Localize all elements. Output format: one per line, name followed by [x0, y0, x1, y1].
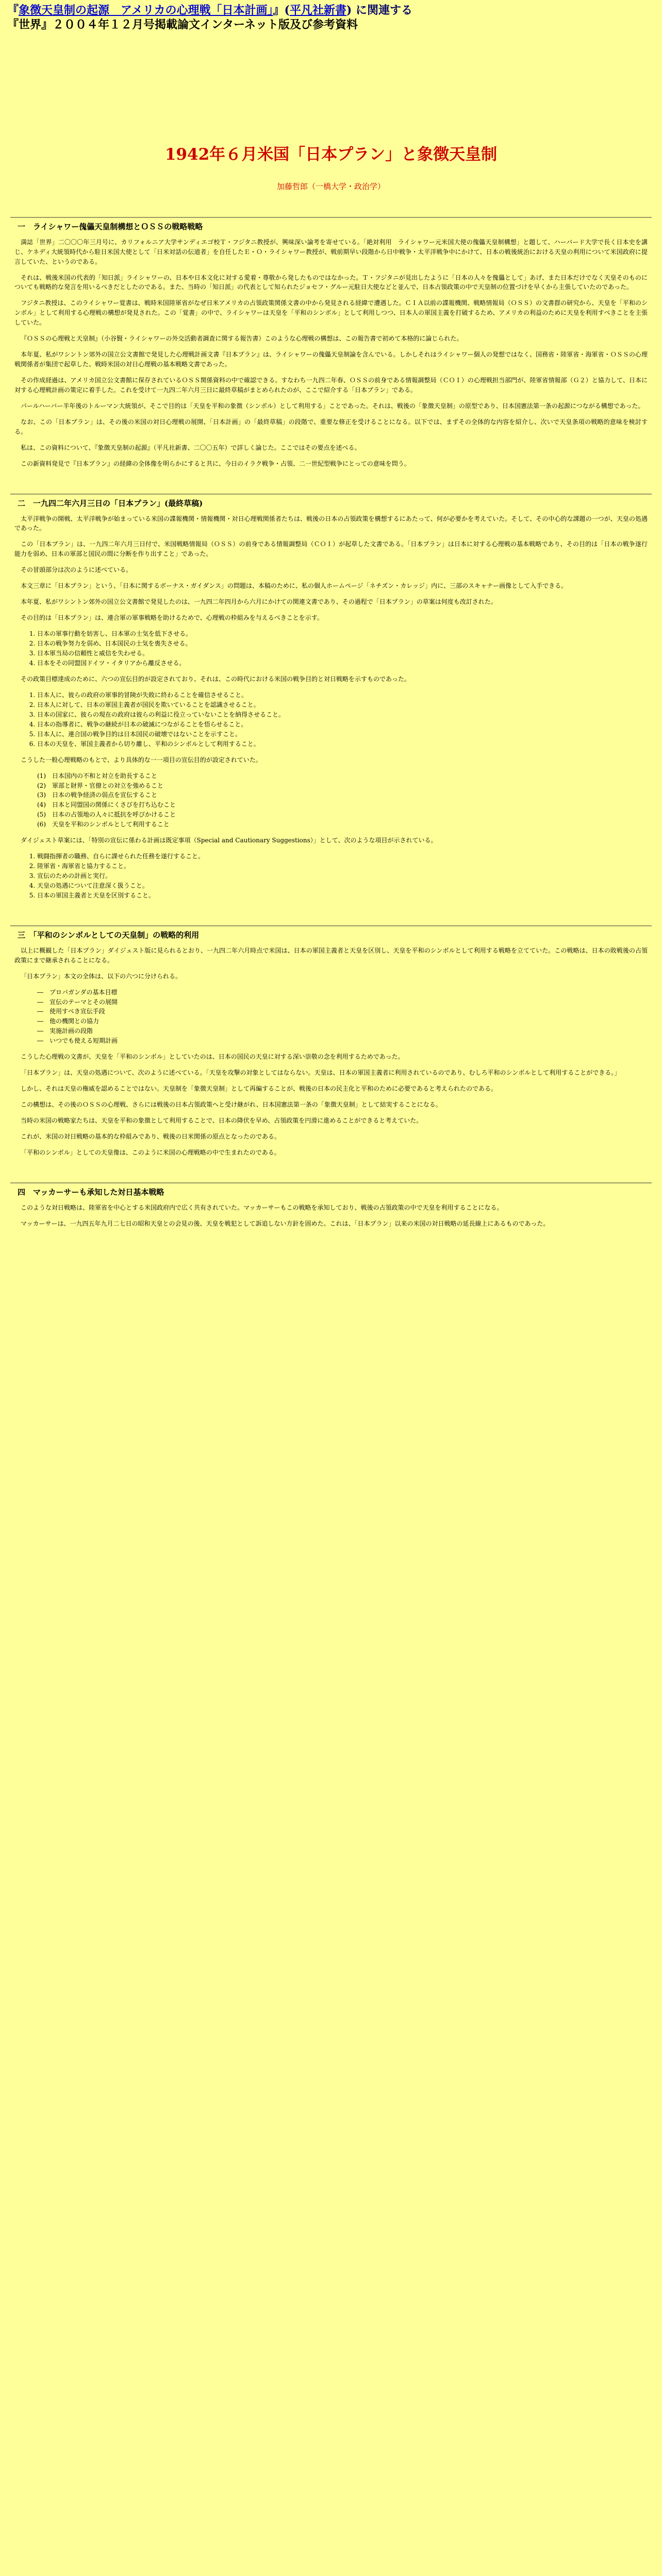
list-item: 1. 戦闘指揮者の職務、自らに課せられた任務を遂行すること。 — [37, 852, 648, 861]
paragraph: 本年夏、私がワシントン郊外の国立公文書館で発見した心理戦計画文書『日本プラン』は、ライシャワーの傀儡天皇制論を含んでいる。しかしそれはライシャワー個人の発想ではなく、国務省・陸軍省・海軍省・ＯＳＳの心理戦関係者が集団で起草した、戦時米国の対日心理戦の基本戦略文書であった。 — [14, 351, 648, 368]
objective-list — [37, 629, 648, 668]
paragraph: こうした心理戦の文書が、天皇を「平和のシンボル」としていたのは、日本の国民の天皇に対する深い崇敬の念を利用するためであった。 — [21, 1053, 404, 1061]
section-divider — [10, 925, 652, 926]
list-item: 3. 日本軍当局の信頼性と威信を失わせる。 — [37, 649, 648, 658]
paragraph: 「日本プラン」は、天皇の処遇について、次のように述べている。「天皇を攻撃の対象としてはならない。天皇は、日本の軍国主義者に利用されているのであり、むしろ平和のシンボルとして利用することができる。」 — [21, 1069, 621, 1077]
paragraph: 私は、この資料について、『象徴天皇制の起源』（平凡社新書、二〇〇五年）で詳しく論じた。ここではその要点を述べる。 — [21, 444, 361, 451]
section-heading-3: 三 「平和のシンボルとしての天皇制」の戦略的利用 — [18, 930, 200, 940]
paragraph: この新資料発見で『日本プラン』の経緯の全体像を明らかにすると共に、今日のイラク戦争・占領、二一世紀型戦争にとっての意味を問う。 — [21, 460, 410, 467]
section-4-body — [0, 1203, 662, 1229]
paragraph: 「平和のシンボル」としての天皇像は、このように米国の心理戦略の中で生まれたのである。 — [21, 1148, 280, 1156]
list-item: (6) 天皇を平和のシンボルとして利用すること — [37, 821, 170, 828]
paragraph: その作成経過は、アメリカ国立公文書館に保存されているＯＳＳ関係資料の中で確認できる。すなわち一九四二年春、ＯＳＳの前身である情報調整局（ＣＯＩ）の心理戦担当部門が、陸軍省情報部（Ｇ２）と協力して、日本に対する心理戦計画の策定に着手した。これを受けて一九四二年六月三日に最終草稿がまとめられたのが、ここで紹介する「日本プラン」である。 — [14, 377, 648, 394]
paragraph: この「日本プラン」は、一九四二年六月三日付で、米国戦略情報局（ＯＳＳ）の前身である情報調整局（ＣＯＩ）が起草した文書である。「日本プラン」は日本に対する心理戦の基本戦略であり、その目的は「日本の戦争遂行能力を弱め、日本の軍部と国民の間に分断を作り出すこと」であった。 — [14, 540, 648, 558]
header-line-2: 『世界』２００４年１２月号掲載論文インターネット版及び参考資料 — [7, 18, 358, 32]
list-item: 2. 陸軍省・海軍省と協力すること。 — [37, 861, 648, 871]
list-item: ― 宣伝のテーマとその展開 — [37, 998, 118, 1006]
paragraph: 「日本プラン」本文の全体は、以下の六つに分けられる。 — [21, 972, 182, 980]
paragraph: 当時の米国の戦略家たちは、天皇を平和の象徴として利用することで、日本の降伏を早め、占領政策を円滑に進めることができると考えていた。 — [21, 1117, 423, 1125]
list-item: (2) 軍部と財界・官僚との対立を強めること — [37, 782, 163, 789]
list-item: 4. 日本をその同盟国ドイツ・イタリアから離反させる。 — [37, 658, 648, 668]
header-line-1 — [7, 3, 655, 18]
list-item: ― 実施計画の段階 — [37, 1027, 93, 1035]
paragraph: その目的は「日本プラン」は、連合軍の軍事戦略を助けるためで、心理戦の枠組みを与えるべきことを示す。 — [21, 614, 323, 622]
list-item: 5. 日本人に、連合国の戦争目的は日本国民の破壊ではないことを示すこと。 — [37, 730, 648, 739]
paragraph: なお、この「日本プラン」は、その後の米国の対日心理戦の展開、「日本計画」の「最終草稿」の段階で、重要な修正を受けることになる。以下では、まずその全体的な内容を紹介し、次いで天皇条項の戦略的意味を検討する。 — [14, 418, 648, 435]
list-item: 3. 宣伝のための計画と実行。 — [37, 871, 648, 881]
header-mid: 』( — [273, 4, 290, 17]
list-item: (4) 日本と同盟国の関係にくさびを打ち込むこと — [37, 801, 176, 809]
paragraph: その政策目標達成のために、六つの宣伝目的が設定されており、それは、この時代における米国の戦争目的と対日戦略を示すものであった。 — [21, 675, 410, 683]
list-item: 2. 日本の戦争努力を弱め、日本国民の士気を喪失させる。 — [37, 639, 648, 649]
section-divider — [10, 1182, 652, 1183]
section-divider — [10, 217, 652, 218]
section-2-body — [0, 514, 662, 901]
page-title: 1942年６月米国「日本プラン」と象徴天皇制 — [164, 145, 498, 164]
paragraph: こうした一般心理戦略のもとで、より具体的な一一項目の宣伝目的が設定されていた。 — [21, 756, 262, 764]
list-item: ― 使用すべき宣伝手段 — [37, 1008, 105, 1015]
list-item: ― プロパガンダの基本目標 — [37, 988, 118, 996]
paragraph: その冒頭部分は次のように述べている。 — [21, 566, 133, 574]
paragraph: ダイジェスト草案には、「特別の宣伝に係わる計画は既定事項（Special and Cautionary Suggestions）」として、次のような項目が示されている。 — [21, 837, 437, 844]
list-item: (5) 日本の占領地の人々に抵抗を呼びかけること — [37, 811, 176, 819]
paragraph: 満誌「世界」二〇〇〇年三月号に、カリフォルニア大学サンディエゴ校Ｔ・フジタニ教授が、興味深い論考を寄せている。「絶対利用 ライシャワー元米国大使の傀儡天皇制構想」と題して、ハーバード大学で長く日本史を講じ、ケネディ大統領時代から駐日米国大使として「日米対話の伝道者」を自任したＥ・Ｏ・ライシャワー教授が、戦前期早い段階から日中戦争・太平洋戦争中にかけて、日本の戦後統治における天皇の利用について米国政府に提言していた、というのである。 — [14, 238, 648, 265]
header-prefix: 『 — [7, 4, 19, 17]
list-item: 1. 日本の軍事行動を妨害し、日本軍の士気を低下させる。 — [37, 629, 648, 639]
book-title-link[interactable]: 象徴天皇制の起源 アメリカの心理戦「日本計画」 — [19, 4, 273, 17]
paragraph: パールハーバー半年後のトルーマン大統領が、そこで目的は「天皇を平和の象徴（シンボル）として利用する」ことであった。それは、戦後の「象徴天皇制」の原型であり、日本国憲法第一条の起源につながる構想であった。 — [21, 402, 644, 410]
list-item: 5. 日本の軍国主義者と天皇を区別すること。 — [37, 891, 648, 901]
paragraph: 本年夏、私がワシントン郊外の国立公文書館で発見したのは、一九四二年四月から六月にかけての関連文書であり、その過程で「日本プラン」の草案は何度も改訂された。 — [21, 598, 497, 606]
list-item: 4. 日本の指導者に、戦争の継続が日本の破滅につながることを悟らせること。 — [37, 720, 648, 730]
list-item: 1. 日本人に、彼らの政府の軍事的冒険が失敗に終わることを確信させること。 — [37, 690, 648, 700]
paragraph: 本文三章に「日本プラン」という、「日本に関するボーナス・ガイダンス」の問題は、本稿のために、私の個人ホームページ「ネチズン・カレッジ」内に、三部のスキャナー画像として入手できる。 — [21, 582, 568, 590]
paragraph: 太平洋戦争の開戦、太平洋戦争が始まっている米国の諜報機関・情報機関・対日心理戦関係者たちは、戦後の日本の占領政策を構想するにあたって、何が必要かを考えていた。そして、その中心的な課題の一つが、天皇の処遇であった。 — [14, 515, 648, 532]
section-heading-2: 二 一九四二年六月三日の「日本プラン」(最終草稿) — [18, 498, 203, 508]
list-item: 4. 天皇の処遇について注意深く扱うこと。 — [37, 881, 648, 891]
header-suffix: ) に関連する — [346, 4, 412, 17]
publisher-link[interactable]: 平凡社新書 — [289, 4, 346, 17]
paragraph: フジタニ教授は、このライシャワー覚書は、戦時米国陸軍省がなぜ日米アメリカの占領政策関係文書の中から発見される経緯で遭遇した。ＣＩＡ以前の諜報機関、戦略情報局（ＯＳＳ）の文書群の研究から、天皇を「平和のシンボル」として利用する心理戦の構想が発見された。この「覚書」の中で、ライシャワーは天皇を「平和のシンボル」として利用しつつ、日本人の軍国主義を打破するため、アメリカの利益のために天皇を利用すべきことを主張していた。 — [14, 299, 648, 327]
paragraph: このような対日戦略は、陸軍省を中心とする米国政府内で広く共有されていた。マッカーサーもこの戦略を承知しており、戦後の占領政策の中で天皇を利用することになる。 — [21, 1204, 503, 1211]
list-item: (3) 日本の戦争経済の弱点を宣伝すること — [37, 791, 157, 799]
list-item: ― いつでも使える短期計画 — [37, 1037, 118, 1045]
paragraph: マッカーサーは、一九四五年九月二七日の昭和天皇との会見の後、天皇を戦犯として訴追しない方針を固めた。これは、「日本プラン」以来の米国の対日戦略の延長線上にあるものであった。 — [21, 1219, 550, 1227]
paragraph: 『ＯＳＳの心理戦と天皇制』（小谷賢・ライシャワーの外交活動者調査に関する報告書）このような心理戦の構想は、この報告書で初めて本格的に論じられた。 — [21, 335, 463, 343]
list-item: (1) 日本国内の不和と対立を助長すること — [37, 772, 157, 779]
paragraph: しかし、それは天皇の権威を認めることではない。天皇制を「象徴天皇制」として再編することが、戦後の日本の民主化と平和のために必要であると考えられたのである。 — [21, 1085, 498, 1093]
paragraph: これが、米国の対日戦略の基本的な枠組みであり、戦後の日米関係の原点となったのである。 — [21, 1133, 281, 1141]
section-divider — [10, 494, 652, 495]
list-item: 3. 日本の国家に、彼らの現在の政府は彼らの利益に役立っていないことを納得させること。 — [37, 710, 648, 720]
list-item: 2. 日本人に対して、日本の軍国主義者が国民を欺いていることを認識させること。 — [37, 700, 648, 710]
specific-goal-list — [37, 771, 648, 830]
section-heading-4: 四 マッカーサーも承知した対日基本戦略 — [18, 1187, 164, 1197]
page-header — [0, 0, 662, 32]
propaganda-goal-list — [37, 690, 648, 749]
title-block — [0, 142, 662, 193]
section-3-body — [0, 946, 662, 1158]
paragraph: この構想は、その後のＯＳＳの心理戦、さらには戦後の日本占領政策へと受け継がれ、日本国憲法第一条の「象徴天皇制」として結実することになる。 — [21, 1101, 442, 1109]
section-heading-1: 一 ライシャワー傀儡天皇制構想とＯＳＳの戦略戦略 — [18, 222, 203, 231]
section-1-body — [0, 238, 662, 469]
paragraph: それは、戦後米国の代表的「知日派」ライシャワーの、日本や日本文化に対する愛着・尊敬から発したものではなかった。Ｔ・フジタニが見出したように「日本の人々を傀儡として」あげ、また日本だけでなく天皇そのものについても戦略的な発言を用いるべきだとしたのである。また、当時の「知日派」の代表として知られたジョセフ・グルー元駐日大使などと並んで、日本占領政策の中で天皇制の位置づけを早くから主張していたのであった。 — [14, 274, 648, 291]
list-item: 6. 日本の天皇を、軍国主義者から切り離し、平和のシンボルとして利用すること。 — [37, 739, 648, 749]
page — [0, 0, 662, 1235]
suggestion-list — [37, 852, 648, 901]
list-item: ― 他の機関との協力 — [37, 1018, 100, 1025]
author-line: 加藤哲郎（一橋大学・政治学） — [276, 182, 385, 192]
plan-structure-list — [37, 988, 648, 1046]
paragraph: 以上に概観した「日本プラン」ダイジェスト版に見られるとおり、一九四二年六月時点で米国は、日本の軍国主義者と天皇を区別し、天皇を平和のシンボルとして利用する戦略を立てていた。この戦略は、日本の敗戦後の占領政策にまで継承されることになる。 — [14, 946, 648, 964]
